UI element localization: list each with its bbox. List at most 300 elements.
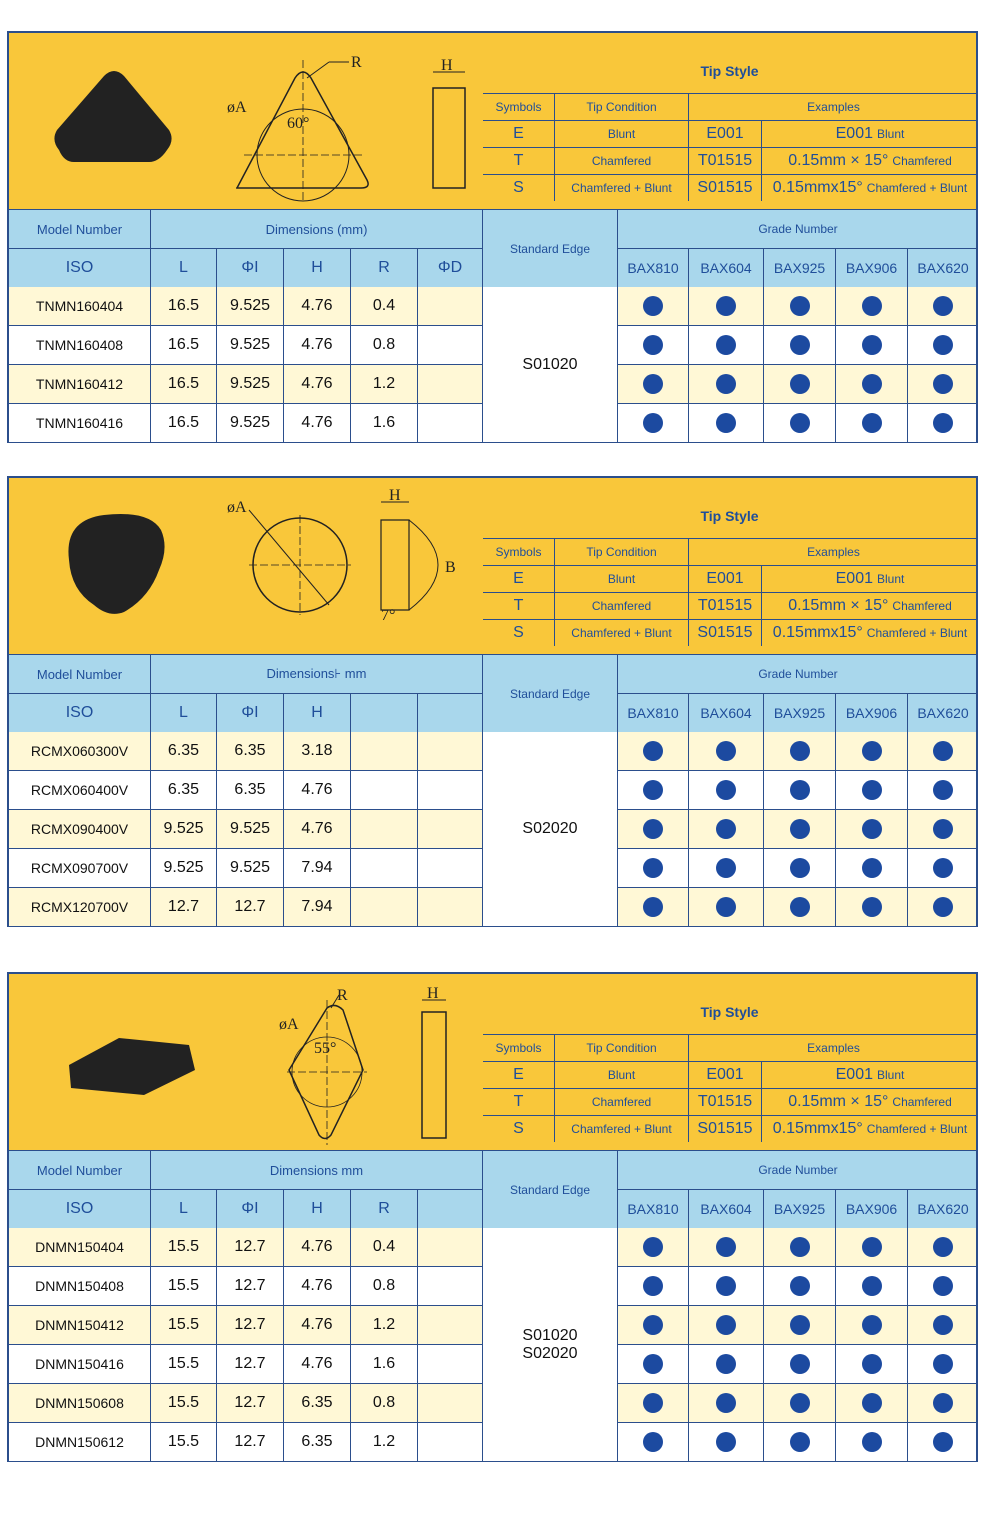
grade-column-header: BAX810 [618, 694, 689, 733]
tip-example-main: E001 [835, 570, 873, 587]
dimension-cell [418, 1306, 483, 1344]
dimension-cell: 1.2 [351, 1423, 418, 1461]
grade-cell [908, 326, 978, 364]
availability-dot-icon [643, 1315, 663, 1335]
dimension-cell [418, 1228, 483, 1266]
availability-dot-icon [643, 335, 663, 355]
side-view [422, 1012, 446, 1138]
availability-dot-icon [643, 1354, 663, 1374]
grade-cell [836, 1306, 908, 1344]
grade-column-header: BAX604 [689, 694, 764, 733]
availability-dot-icon [933, 1354, 953, 1374]
tip-symbol: S [483, 620, 555, 646]
dimension-cell: 4.76 [284, 771, 351, 809]
availability-dot-icon [716, 1237, 736, 1257]
dimension-column-header: L [151, 1190, 217, 1229]
availability-dot-icon [643, 296, 663, 316]
tip-example [762, 1116, 978, 1142]
availability-dot-icon [862, 296, 882, 316]
angle-label: 60° [287, 115, 310, 132]
grade-column-header: BAX620 [908, 694, 978, 733]
model-number-header: Model Number [9, 1151, 151, 1190]
grade-cell [618, 849, 689, 887]
grade-cell [908, 1384, 978, 1422]
model-number-header: Model Number [9, 655, 151, 694]
tip-examples-header: Examples [807, 545, 860, 559]
tip-style-panel [483, 478, 976, 654]
tip-style-header-row [483, 538, 976, 565]
tip-example [762, 175, 978, 201]
dimension-cell: 0.8 [351, 1384, 418, 1422]
grade-cell [764, 1228, 836, 1266]
availability-dot-icon [643, 413, 663, 433]
grade-column-header: BAX810 [618, 249, 689, 288]
angle-label: 7° [381, 607, 396, 624]
tip-example [762, 1089, 978, 1115]
availability-dot-icon [643, 897, 663, 917]
tip-example-note: Chamfered + Blunt [866, 626, 968, 640]
tip-symbol: S [483, 175, 555, 201]
grade-cell [689, 1423, 764, 1461]
grade-cell [764, 1384, 836, 1422]
grade-cell [689, 810, 764, 848]
dimension-cell: 6.35 [284, 1423, 351, 1461]
dimension-cell [351, 771, 418, 809]
availability-dot-icon [643, 741, 663, 761]
tip-style-row [483, 1088, 976, 1115]
grade-cell [618, 1384, 689, 1422]
grade-cell [764, 365, 836, 403]
grade-cell [908, 849, 978, 887]
availability-dot-icon [716, 1315, 736, 1335]
dimension-column-header: ΦI [217, 249, 284, 288]
availability-dot-icon [862, 780, 882, 800]
dimension-cell: 15.5 [151, 1228, 217, 1266]
availability-dot-icon [933, 897, 953, 917]
dimension-cell: 15.5 [151, 1306, 217, 1344]
iso-header: ISO [9, 694, 151, 733]
grade-cell [689, 1345, 764, 1383]
dimension-cell: 12.7 [217, 1228, 284, 1266]
grade-cell [908, 1306, 978, 1344]
side-view [433, 88, 465, 188]
tip-example-main: E001 [835, 1066, 873, 1083]
grade-column-header: BAX925 [764, 694, 836, 733]
tip-example [762, 566, 978, 592]
dimension-cell: 15.5 [151, 1267, 217, 1305]
dimension-cell [418, 1423, 483, 1461]
grade-column-header: BAX620 [908, 249, 978, 288]
tip-style-row [483, 565, 976, 592]
tip-example-note: Chamfered + Blunt [866, 1122, 968, 1136]
dimension-cell: 4.76 [284, 810, 351, 848]
availability-dot-icon [716, 374, 736, 394]
tip-example-main: E001 [835, 125, 873, 142]
grade-cell [689, 1267, 764, 1305]
diameter-label: øA [279, 1016, 299, 1033]
diameter-label: øA [227, 99, 247, 116]
tip-symbol: T [483, 593, 555, 619]
dimension-column-header [418, 694, 483, 733]
dimension-column-header: L [151, 694, 217, 733]
dimension-cell: 4.76 [284, 326, 351, 364]
tip-example-main: 0.15mm × 15° [788, 1093, 889, 1110]
availability-dot-icon [643, 1276, 663, 1296]
tip-symbols-header: Symbols [483, 1035, 555, 1061]
grade-cell [836, 365, 908, 403]
grade-cell [689, 365, 764, 403]
availability-dot-icon [790, 819, 810, 839]
dimension-cell: 0.8 [351, 326, 418, 364]
grade-cell [618, 1345, 689, 1383]
grade-cell [764, 1345, 836, 1383]
availability-dot-icon [933, 1432, 953, 1452]
standard-edge-header: Standard Edge [483, 655, 618, 733]
tip-example [762, 620, 978, 646]
dimension-cell: 6.35 [217, 771, 284, 809]
grade-column-header: BAX925 [764, 1190, 836, 1229]
grade-cell [689, 732, 764, 770]
model-number-cell: RCMX060300V [9, 732, 151, 770]
grade-column-header: BAX906 [836, 694, 908, 733]
tip-style-title: Tip Style [700, 63, 759, 79]
tip-code: S01515 [689, 1116, 762, 1142]
dimension-cell: 15.5 [151, 1345, 217, 1383]
tip-example-main: 0.15mmx15° [772, 624, 863, 641]
grade-column-header: BAX906 [836, 249, 908, 288]
tip-example [762, 1062, 978, 1088]
dimension-cell [418, 810, 483, 848]
grade-cell [618, 1267, 689, 1305]
r-leader [307, 62, 329, 78]
tip-condition: Chamfered [555, 148, 689, 174]
tip-example [762, 148, 978, 174]
grade-cell [908, 287, 978, 325]
availability-dot-icon [790, 780, 810, 800]
grade-cell [618, 287, 689, 325]
tip-code: E001 [689, 1062, 762, 1088]
dimensions-header: Dimensions⊦ mm [151, 655, 483, 694]
insert-diamond-photo [69, 1038, 195, 1095]
tip-example-note: Chamfered [892, 154, 952, 168]
dimension-column-header: H [284, 1190, 351, 1229]
grade-cell [836, 326, 908, 364]
availability-dot-icon [933, 1315, 953, 1335]
grade-cell [764, 287, 836, 325]
dimension-cell: 1.2 [351, 1306, 418, 1344]
dimensions-header: Dimensions mm [151, 1151, 483, 1190]
grade-cell [836, 1267, 908, 1305]
grade-cell [618, 1423, 689, 1461]
h-label: H [389, 487, 401, 504]
availability-dot-icon [933, 1237, 953, 1257]
r-label: R [351, 54, 362, 71]
grade-cell [618, 404, 689, 442]
diameter-label: øA [227, 499, 247, 516]
tip-code: T01515 [689, 148, 762, 174]
grade-cell [764, 810, 836, 848]
grade-cell [908, 1423, 978, 1461]
tip-style-title: Tip Style [700, 508, 759, 524]
dimension-cell: 16.5 [151, 326, 217, 364]
model-number-cell: DNMN150416 [9, 1345, 151, 1383]
model-number-cell: DNMN150404 [9, 1228, 151, 1266]
grade-cell [618, 810, 689, 848]
dimension-cell [418, 771, 483, 809]
tip-symbols-header: Symbols [483, 539, 555, 565]
availability-dot-icon [716, 335, 736, 355]
dimension-cell: 9.525 [217, 849, 284, 887]
grade-cell [689, 1306, 764, 1344]
grade-cell [618, 1228, 689, 1266]
tip-example-note: Chamfered [892, 1095, 952, 1109]
dimension-cell: 6.35 [151, 771, 217, 809]
grade-cell [836, 1345, 908, 1383]
insert-round-photo [68, 514, 164, 614]
availability-dot-icon [716, 1393, 736, 1413]
model-number-cell: TNMN160408 [9, 326, 151, 364]
dimensions-header: Dimensions (mm) [151, 210, 483, 249]
tip-example-note: Blunt [877, 572, 905, 586]
grade-cell [908, 732, 978, 770]
diagram-panel [9, 974, 484, 1150]
dimension-column-header: ΦI [217, 694, 284, 733]
table-header [9, 209, 976, 288]
availability-dot-icon [933, 780, 953, 800]
dimension-cell [418, 287, 483, 325]
angle-label: 55° [314, 1040, 337, 1057]
grade-cell [908, 1267, 978, 1305]
tip-style-header-row [483, 1034, 976, 1061]
h-label: H [441, 57, 453, 74]
dimension-cell [418, 732, 483, 770]
tip-example-main: 0.15mmx15° [772, 179, 863, 196]
availability-dot-icon [790, 296, 810, 316]
availability-dot-icon [790, 897, 810, 917]
dimension-cell: 12.7 [217, 888, 284, 926]
model-number-cell: DNMN150612 [9, 1423, 151, 1461]
grade-number-header: Grade Number [618, 210, 978, 249]
availability-dot-icon [862, 819, 882, 839]
grade-column-header: BAX810 [618, 1190, 689, 1229]
side-section [381, 520, 409, 610]
r-label: R [337, 987, 348, 1004]
dimension-cell [418, 849, 483, 887]
tip-example-main: 0.15mm × 15° [788, 597, 889, 614]
model-number-cell: RCMX120700V [9, 888, 151, 926]
dimension-cell: 1.6 [351, 404, 418, 442]
grade-cell [689, 326, 764, 364]
tip-example-note: Blunt [877, 1068, 905, 1082]
tip-symbol: S [483, 1116, 555, 1142]
insert-diagram [9, 33, 483, 209]
tip-condition: Chamfered [555, 1089, 689, 1115]
tip-style-row [483, 592, 976, 619]
dimension-cell: 9.525 [217, 404, 284, 442]
grade-cell [689, 287, 764, 325]
dimension-cell: 15.5 [151, 1384, 217, 1422]
standard-edge-header: Standard Edge [483, 210, 618, 288]
availability-dot-icon [862, 1315, 882, 1335]
availability-dot-icon [716, 1354, 736, 1374]
grade-cell [908, 1345, 978, 1383]
grade-cell [836, 1423, 908, 1461]
dimension-cell: 12.7 [217, 1423, 284, 1461]
product-section [7, 972, 978, 1462]
tip-code: E001 [689, 121, 762, 147]
availability-dot-icon [643, 780, 663, 800]
product-section [7, 476, 978, 927]
grade-cell [908, 810, 978, 848]
dimension-cell: 15.5 [151, 1423, 217, 1461]
availability-dot-icon [643, 858, 663, 878]
model-number-cell: TNMN160412 [9, 365, 151, 403]
dimension-cell: 9.525 [151, 849, 217, 887]
grade-cell [618, 365, 689, 403]
grade-number-header: Grade Number [618, 655, 978, 694]
dimension-cell: 9.525 [217, 365, 284, 403]
tip-code: T01515 [689, 1089, 762, 1115]
grade-cell [764, 404, 836, 442]
model-number-cell: DNMN150608 [9, 1384, 151, 1422]
tip-style-panel [483, 974, 976, 1150]
dimension-cell: 9.525 [217, 326, 284, 364]
availability-dot-icon [790, 374, 810, 394]
availability-dot-icon [933, 413, 953, 433]
standard-edge-value: S01020 S02020 [483, 1228, 618, 1461]
dimension-cell [351, 732, 418, 770]
availability-dot-icon [862, 374, 882, 394]
dimension-cell [418, 1345, 483, 1383]
tip-style-row [483, 619, 976, 646]
availability-dot-icon [862, 413, 882, 433]
model-number-cell: TNMN160416 [9, 404, 151, 442]
model-number-header: Model Number [9, 210, 151, 249]
grade-cell [836, 849, 908, 887]
dimension-cell: 7.94 [284, 888, 351, 926]
availability-dot-icon [790, 413, 810, 433]
availability-dot-icon [862, 897, 882, 917]
side-arc [409, 520, 438, 610]
table-header [9, 1150, 976, 1229]
dimension-cell [418, 326, 483, 364]
dimension-cell: 4.76 [284, 1345, 351, 1383]
grade-cell [836, 732, 908, 770]
grade-cell [908, 404, 978, 442]
iso-header: ISO [9, 249, 151, 288]
grade-column-header: BAX925 [764, 249, 836, 288]
dimension-cell: 6.35 [284, 1384, 351, 1422]
table-header [9, 654, 976, 733]
dimension-cell: 0.4 [351, 1228, 418, 1266]
availability-dot-icon [643, 1393, 663, 1413]
grade-cell [764, 771, 836, 809]
model-number-cell: DNMN150408 [9, 1267, 151, 1305]
availability-dot-icon [790, 1237, 810, 1257]
tip-example-note: Chamfered [892, 599, 952, 613]
tip-example [762, 121, 978, 147]
dimension-cell: 16.5 [151, 287, 217, 325]
dimension-cell: 3.18 [284, 732, 351, 770]
availability-dot-icon [790, 1354, 810, 1374]
tip-symbol: E [483, 121, 555, 147]
tip-condition: Chamfered + Blunt [555, 1116, 689, 1142]
tip-condition: Blunt [555, 566, 689, 592]
dimension-cell: 9.525 [217, 810, 284, 848]
availability-dot-icon [933, 296, 953, 316]
tip-example-main: 0.15mm × 15° [788, 152, 889, 169]
tip-code: T01515 [689, 593, 762, 619]
grade-cell [689, 404, 764, 442]
dimension-cell: 4.76 [284, 404, 351, 442]
model-number-cell: RCMX090400V [9, 810, 151, 848]
availability-dot-icon [790, 1315, 810, 1335]
availability-dot-icon [933, 819, 953, 839]
insert-triangle-photo [54, 71, 171, 162]
availability-dot-icon [643, 374, 663, 394]
dimension-cell: 0.4 [351, 287, 418, 325]
availability-dot-icon [862, 1276, 882, 1296]
grade-cell [836, 810, 908, 848]
grade-cell [618, 771, 689, 809]
dimension-column-header: R [351, 249, 418, 288]
insert-diagram [9, 478, 483, 654]
grade-cell [689, 888, 764, 926]
tip-example-note: Blunt [877, 127, 905, 141]
tip-style-row [483, 1115, 976, 1142]
dimension-cell: 16.5 [151, 365, 217, 403]
availability-dot-icon [862, 858, 882, 878]
dimension-cell: 6.35 [151, 732, 217, 770]
dimension-cell [351, 888, 418, 926]
grade-cell [764, 1423, 836, 1461]
dimension-cell [418, 365, 483, 403]
availability-dot-icon [716, 296, 736, 316]
tip-style-panel [483, 33, 976, 209]
tip-style-row [483, 174, 976, 201]
dimension-cell [418, 1384, 483, 1422]
grade-cell [908, 771, 978, 809]
tip-symbol: T [483, 148, 555, 174]
availability-dot-icon [790, 741, 810, 761]
grade-cell [836, 404, 908, 442]
grade-cell [764, 732, 836, 770]
grade-column-header: BAX620 [908, 1190, 978, 1229]
dimension-cell: 7.94 [284, 849, 351, 887]
model-number-cell: RCMX060400V [9, 771, 151, 809]
grade-cell [618, 326, 689, 364]
availability-dot-icon [790, 1276, 810, 1296]
grade-cell [908, 1228, 978, 1266]
tip-code: S01515 [689, 175, 762, 201]
dimension-column-header: ΦI [217, 1190, 284, 1229]
availability-dot-icon [643, 1237, 663, 1257]
availability-dot-icon [933, 741, 953, 761]
availability-dot-icon [716, 780, 736, 800]
tip-condition-header: Tip Condition [555, 1035, 689, 1061]
dimension-cell [351, 810, 418, 848]
grade-cell [764, 326, 836, 364]
availability-dot-icon [716, 858, 736, 878]
grade-cell [908, 365, 978, 403]
grade-cell [618, 888, 689, 926]
dimension-column-header: ΦD [418, 249, 483, 288]
diagram-panel [9, 33, 484, 209]
tip-style-row [483, 1061, 976, 1088]
availability-dot-icon [862, 1237, 882, 1257]
tip-example-note: Chamfered + Blunt [866, 181, 968, 195]
dimension-cell: 12.7 [217, 1384, 284, 1422]
